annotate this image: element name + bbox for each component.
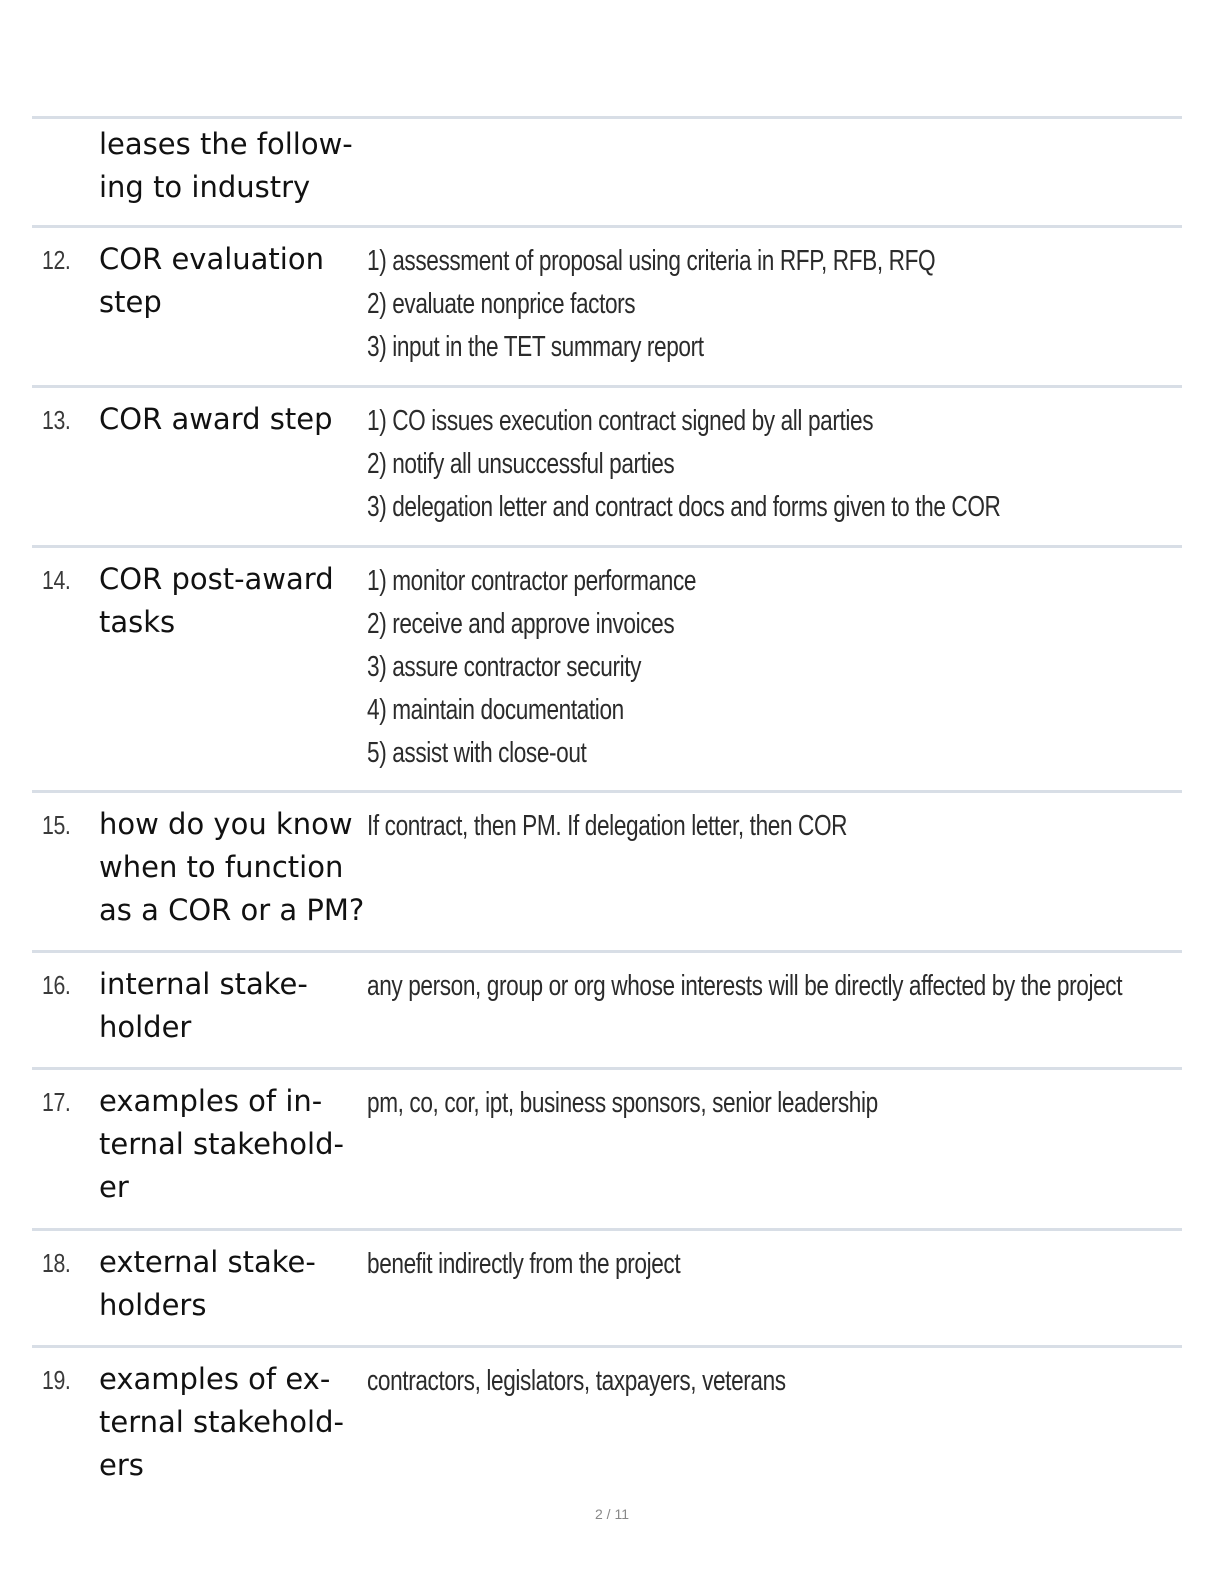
term-line: COR award step [99, 402, 333, 436]
row-term [99, 238, 369, 324]
table-row [32, 385, 1182, 545]
row-term [99, 963, 369, 1049]
row-number: 16. [42, 970, 71, 1000]
definition-line: 3) assure contractor security [367, 651, 642, 683]
definition-line: 1) assessment of proposal using criteria in RFP, RFB, RFQ [367, 245, 936, 277]
definition-line: 3) delegation letter and contract docs and forms given to the COR [367, 491, 1001, 523]
row-number: 17. [42, 1087, 71, 1117]
term-line: examples of in- [99, 1084, 323, 1118]
definition-line: benefit indirectly from the project [367, 1248, 681, 1280]
definition-line: contractors, legislators, taxpayers, veterans [367, 1365, 786, 1397]
row-number: 14. [42, 565, 71, 595]
definition-line: If contract, then PM. If delegation letter, then COR [367, 810, 848, 842]
term-line: internal stake- [99, 967, 308, 1001]
table-row [32, 1067, 1182, 1228]
term-line: as a COR or a PM? [99, 893, 365, 927]
flashcard-table [32, 116, 1182, 1495]
row-number: 13. [42, 405, 71, 435]
table-row [32, 1228, 1182, 1345]
row-term [99, 1358, 369, 1487]
definition-line: 1) CO issues execution contract signed by all parties [367, 405, 874, 437]
term-line: when to function [99, 850, 344, 884]
row-definition [367, 560, 1131, 775]
definition-line: 2) evaluate nonprice factors [367, 288, 636, 320]
row-definition [367, 805, 1131, 848]
row-number: 19. [42, 1365, 71, 1395]
term-line: ers [99, 1448, 144, 1482]
term-line: leases the follow- [99, 127, 353, 161]
row-term [99, 1080, 369, 1209]
table-row [32, 1345, 1182, 1495]
term-line: er [99, 1170, 129, 1204]
row-number: 12. [42, 245, 71, 275]
table-row [32, 790, 1182, 950]
row-term [99, 1241, 369, 1327]
row-definition [367, 1360, 1131, 1403]
term-line: ternal stakehold- [99, 1127, 344, 1161]
definition-line: 2) receive and approve invoices [367, 608, 675, 640]
row-definition [367, 240, 1131, 369]
row-number: 15. [42, 810, 71, 840]
term-line: examples of ex- [99, 1362, 331, 1396]
term-line: holders [99, 1288, 207, 1322]
definition-line: 3) input in the TET summary report [367, 331, 704, 363]
table-row [32, 225, 1182, 385]
definition-line: pm, co, cor, ipt, business sponsors, senior leadership [367, 1087, 878, 1119]
row-term [99, 558, 369, 644]
term-line: ternal stakehold- [99, 1405, 344, 1439]
term-line: how do you know [99, 807, 353, 841]
page-indicator: 2 / 11 [595, 1506, 629, 1522]
term-line: COR evaluation [99, 242, 324, 276]
table-row [32, 545, 1182, 790]
term-line: ing to industry [99, 170, 311, 204]
row-term [99, 803, 369, 932]
row-definition [367, 965, 1131, 1008]
definition-line: 4) maintain documentation [367, 694, 624, 726]
row-definition [367, 400, 1131, 529]
row-definition [367, 1243, 1131, 1286]
definition-line: 5) assist with close-out [367, 737, 587, 769]
definition-line: any person, group or org whose interests will be directly affected by the project [367, 970, 1123, 1002]
table-row [32, 116, 1182, 225]
row-number: 18. [42, 1248, 71, 1278]
term-line: step [99, 285, 162, 319]
row-term [99, 398, 369, 441]
table-row [32, 950, 1182, 1067]
definition-line: 2) notify all unsuccessful parties [367, 448, 675, 480]
definition-line: 1) monitor contractor performance [367, 565, 697, 597]
row-definition [367, 1082, 1131, 1125]
term-line: holder [99, 1010, 192, 1044]
term-line: tasks [99, 605, 176, 639]
row-term [99, 123, 369, 209]
term-line: external stake- [99, 1245, 316, 1279]
term-line: COR post-award [99, 562, 334, 596]
